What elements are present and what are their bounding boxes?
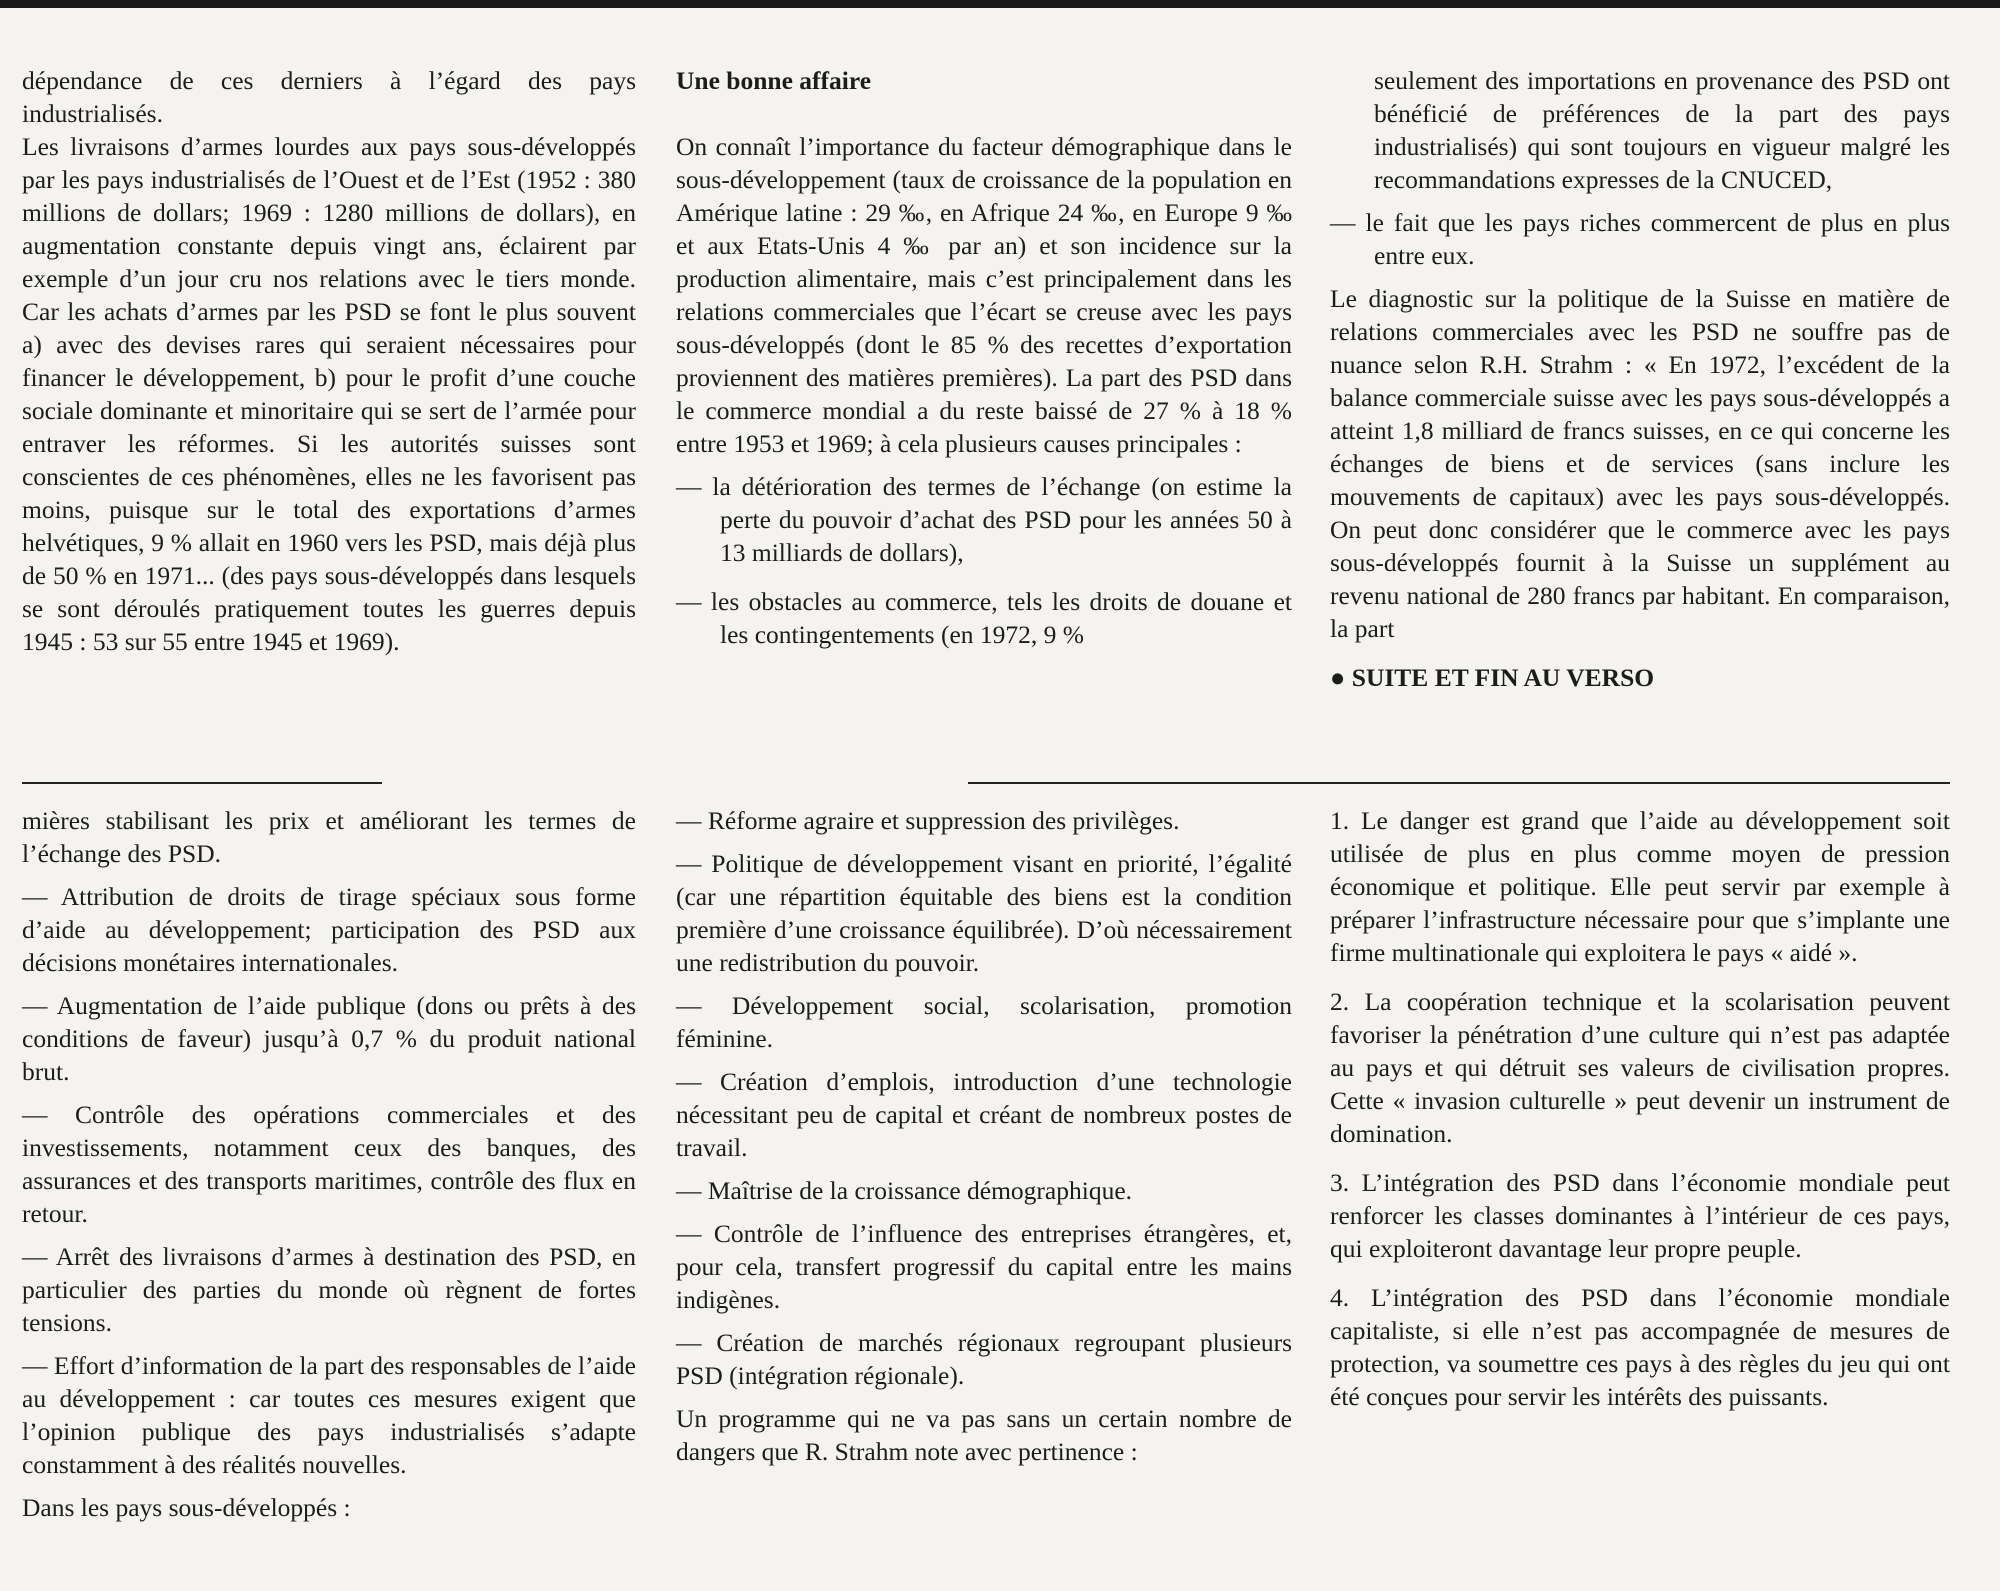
paragraph: Dans les pays sous-développés :: [22, 1493, 351, 1522]
top-border: [0, 0, 2000, 8]
paragraph: mières stabilisant les prix et améliorant les termes de l’échange des PSD.: [22, 806, 636, 868]
numbered-item: 1. Le danger est grand que l’aide au développement soit utilisée de plus en plus comme moyen de pression économique et politique. Elle peut servir par exemple à préparer l’infrastructure nécessaire pour que s’implante une firme multinationale qui exploitera le pays « aidé ».: [1330, 806, 1950, 967]
paragraph: dépendance de ces derniers à l’égard des pays industrialisés.: [22, 66, 636, 128]
bottom-column-2: [676, 804, 1292, 1468]
divider-left: [22, 782, 382, 784]
list-item: — Création de marchés régionaux regroupant plusieurs PSD (intégration régionale).: [676, 1328, 1292, 1390]
continued-notice: ● SUITE ET FIN AU VERSO: [1330, 663, 1655, 692]
list-item: — Augmentation de l’aide publique (dons ou prêts à des conditions de faveur) jusqu’à 0,7 % du produit national brut.: [22, 991, 636, 1086]
list-item: — Création d’emplois, introduction d’une technologie nécessitant peu de capital et créant de nombreux postes de travail.: [676, 1067, 1292, 1162]
paragraph: On connaît l’importance du facteur démographique dans le sous-développement (taux de croissance de la population en Amérique latine : 29 ‰, en Afrique 24 ‰, en Europe 9 ‰ et aux Etats-Unis 4 ‰ par an) et son incidence sur la production alimentaire, mais c’est principalement dans les relations commerciales que l’écart se creuse avec les pays sous-développés (dont le 85 % des recettes d’exportation proviennent des matières premières). La part des PSD dans le commerce mondial a du reste baissé de 27 % à 18 % entre 1953 et 1969; à cela plusieurs causes principales :: [676, 132, 1292, 458]
list-item: — Contrôle des opérations commerciales et des investissements, notamment ceux des banques, des assurances et des transports maritimes, contrôle des flux en retour.: [22, 1100, 636, 1228]
numbered-item: 4. L’intégration des PSD dans l’économie mondiale capitaliste, si elle n’est pas accompagnée de mesures de protection, va soumettre ces pays à des règles du jeu qui ont été conçues pour servir les intérêts des puissants.: [1330, 1283, 1950, 1411]
dash-item: — les obstacles au commerce, tels les droits de douane et les contingentements (en 1972, 9 %: [676, 587, 1292, 649]
dash-item: — le fait que les pays riches commercent de plus en plus entre eux.: [1330, 208, 1950, 270]
top-column-2: [676, 64, 1292, 651]
paragraph: Les livraisons d’armes lourdes aux pays sous-développés par les pays industrialisés de l’Ouest et de l’Est (1952 : 380 millions de dollars; 1969 : 1280 millions de dollars), en augmentation constante depuis vingt ans, éclairent par exemple d’un jour cru nos relations avec le tiers monde. Car les achats d’armes par les PSD se font le plus souvent a) avec des devises rares qui seraient nécessaires pour financer le développement, b) pour le profit d’une couche sociale dominante et minoritaire qui se sert de l’armée pour entraver les réformes. Si les autorités suisses sont conscientes de ces phénomènes, elles ne les favorisent pas moins, puisque sur le total des exportations d’armes helvétiques, 9 % allait en 1960 vers les PSD, mais déjà plus de 50 % en 1971... (des pays sous-développés dans lesquels se sont déroulés pratiquement toutes les guerres depuis 1945 : 53 sur 55 entre 1945 et 1969).: [22, 132, 636, 656]
bottom-column-1: [22, 804, 636, 1524]
list-item: — Réforme agraire et suppression des privilèges.: [676, 806, 1180, 835]
list-item: — Contrôle de l’influence des entreprises étrangères, et, pour cela, transfert progressif du capital entre les mains indigènes.: [676, 1219, 1292, 1314]
paragraph: Le diagnostic sur la politique de la Suisse en matière de relations commerciales avec les PSD ne souffre pas de nuance selon R.H. Strahm : « En 1972, l’excédent de la balance commerciale suisse avec les pays sous-développés a atteint 1,8 milliard de francs suisses, en ce qui concerne les échanges de biens et de services (sans inclure les mouvements de capitaux) avec les pays sous-développés. On peut donc considérer que le commerce avec les pays sous-développés fournit à la Suisse un supplément au revenu national de 280 francs par habitant. En comparaison, la part: [1330, 284, 1950, 643]
list-item: — Maîtrise de la croissance démographique.: [676, 1176, 1133, 1205]
top-column-1: [22, 64, 636, 658]
divider-right: [968, 782, 1950, 784]
paragraph: seulement des importations en provenance des PSD ont bénéficié de préférences de la part des pays industrialisés) qui sont toujours en vigueur malgré les recommandations expresses de la CNUCED,: [1374, 66, 1950, 194]
dash-item: — la détérioration des termes de l’échange (on estime la perte du pouvoir d’achat des PSD pour les années 50 à 13 milliards de dollars),: [676, 472, 1292, 567]
list-item: — Attribution de droits de tirage spéciaux sous forme d’aide au développement; participation des PSD aux décisions monétaires internationales.: [22, 882, 636, 977]
bottom-column-3: [1330, 804, 1950, 1413]
list-item: — Effort d’information de la part des responsables de l’aide au développement : car toutes ces mesures exigent que l’opinion publique des pays industrialisés s’adapte constamment à des réalités nouvelles.: [22, 1351, 636, 1479]
section-heading: Une bonne affaire: [676, 66, 872, 95]
list-item: — Développement social, scolarisation, promotion féminine.: [676, 991, 1292, 1053]
list-item: — Politique de développement visant en priorité, l’égalité (car une répartition équitable des biens est la condition première d’une croissance équilibrée). D’où nécessairement une redistribution du pouvoir.: [676, 849, 1292, 977]
top-column-3: [1330, 64, 1950, 694]
list-item: — Arrêt des livraisons d’armes à destination des PSD, en particulier des parties du monde où règnent de fortes tensions.: [22, 1242, 636, 1337]
paragraph: Un programme qui ne va pas sans un certain nombre de dangers que R. Strahm note avec pertinence :: [676, 1404, 1292, 1466]
numbered-item: 2. La coopération technique et la scolarisation peuvent favoriser la pénétration d’une culture qui n’est pas adaptée au pays et qui détruit ses valeurs de civilisation propres. Cette « invasion culturelle » peut devenir un instrument de domination.: [1330, 987, 1950, 1148]
numbered-item: 3. L’intégration des PSD dans l’économie mondiale peut renforcer les classes dominantes à l’intérieur de ces pays, qui exploiteront davantage leur propre peuple.: [1330, 1168, 1950, 1263]
